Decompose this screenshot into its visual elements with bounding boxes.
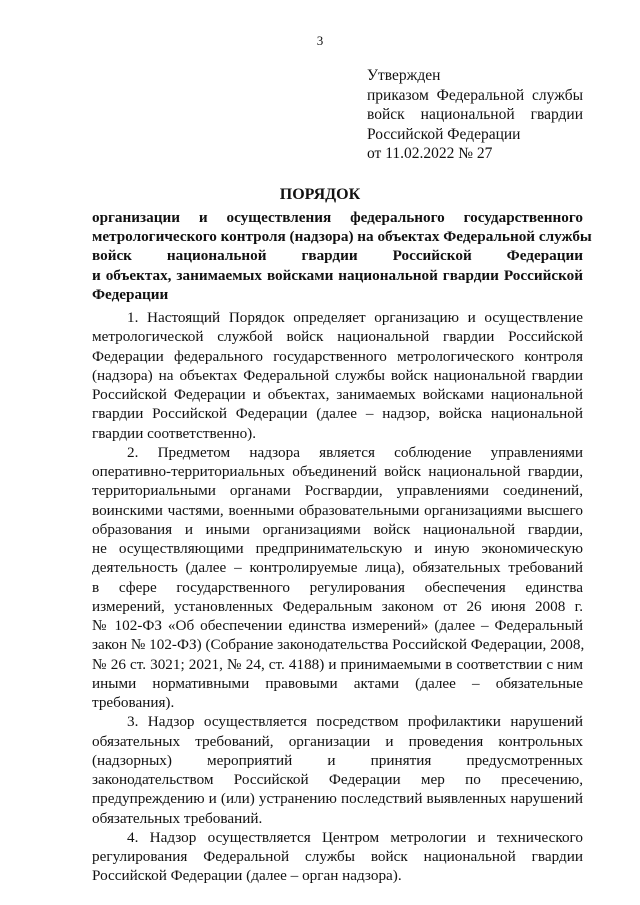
paragraph-line: гвардии Российской Федерации (далее – надзор, войска национальной — [92, 405, 583, 423]
paragraph-line: Российской Федерации и объектах, занимаемых войсками национальной — [92, 386, 583, 403]
subtitle-line: и объектах, занимаемых войсками национальной гвардии Российской — [92, 266, 583, 284]
subtitle-line: организации и осуществления федерального государственного — [92, 209, 583, 226]
document-body — [92, 308, 583, 886]
paragraph-line: 3. Надзор осуществляется посредством профилактики нарушений — [127, 713, 583, 731]
approval-line-5: от 11.02.2022 № 27 — [367, 145, 493, 162]
approval-line-3: войск национальной гвардии — [367, 106, 583, 123]
paragraph-line: образования и иными организациями войск национальной гвардии, — [92, 520, 583, 538]
paragraph-line: измерений, установленных Федеральным законом от 26 июня 2008 г. — [92, 597, 583, 615]
paragraph-line: воинскими частями, военными образовательными организациями высшего — [92, 501, 583, 519]
paragraph-line: № 102-ФЗ «Об обеспечении единства измерений» (далее – Федеральный — [92, 617, 583, 634]
paragraph-line: метрологической службой войск национальной гвардии Российской — [92, 328, 583, 346]
subtitle-line: Федерации — [92, 285, 169, 303]
paragraph-line: Российской Федерации (далее – орган надзора). — [92, 867, 402, 885]
document-title: ПОРЯДОК — [279, 186, 361, 203]
approval-block — [367, 66, 583, 164]
paragraph-3 — [92, 712, 583, 828]
approval-line-2: приказом Федеральной службы — [367, 86, 583, 104]
paragraph-line: не осуществляющими предпринимательскую и иную экономическую — [92, 540, 583, 557]
paragraph-line: (надзора) на объектах Федеральной службы войск национальной гвардии — [92, 366, 583, 384]
paragraph-line: 4. Надзор осуществляется Центром метрологии и технического — [127, 828, 583, 846]
paragraph-line: регулирования Федеральной службы войск национальной гвардии — [92, 848, 583, 865]
paragraph-4 — [92, 828, 583, 886]
paragraph-line: обязательных требований, организации и проведения контрольных — [92, 732, 583, 750]
paragraph-line: деятельность (далее – контролируемые лица), обязательных требований — [92, 559, 583, 577]
paragraph-line: (надзорных) мероприятий и принятия предусмотренных — [92, 751, 583, 769]
paragraph-1 — [92, 308, 583, 443]
paragraph-line: территориальными органами Росгвардии, управлениями соединений, — [92, 482, 583, 500]
paragraph-line: 2. Предметом надзора является соблюдение управлениями — [127, 443, 583, 461]
paragraph-line: гвардии соответственно). — [92, 424, 257, 442]
paragraph-line: в сфере государственного регулирования обеспечения единства — [92, 578, 583, 596]
approval-line-4: Российской Федерации — [367, 125, 521, 143]
document-subtitle — [92, 208, 592, 304]
paragraph-2 — [92, 443, 583, 713]
paragraph-line: требования). — [92, 694, 175, 711]
page-number: 3 — [316, 33, 324, 48]
paragraph-line: иными нормативными правовыми актами (далее – обязательные — [92, 674, 583, 692]
paragraph-line: Федерации федерального государственного метрологического контроля — [92, 347, 583, 365]
subtitle-line: войск национальной гвардии Российской Федерации — [92, 247, 583, 265]
approval-line-1: Утвержден — [367, 67, 441, 84]
paragraph-line: оперативно-территориальных объединений войск национальной гвардии, — [92, 463, 583, 480]
paragraph-line: законодательством Российской Федерации мер по пресечению, — [92, 771, 583, 788]
paragraph-line: предупреждению и (или) устранению последствий выявленных нарушений — [92, 790, 583, 808]
paragraph-line: обязательных требований. — [92, 809, 263, 827]
subtitle-line: метрологического контроля (надзора) на объектах Федеральной службы — [92, 228, 592, 246]
paragraph-line: 1. Настоящий Порядок определяет организацию и осуществление — [127, 309, 583, 326]
paragraph-line: закон № 102-ФЗ) (Собрание законодательства Российской Федерации, 2008, — [92, 636, 585, 654]
paragraph-line: № 26 ст. 3021; 2021, № 24, ст. 4188) и принимаемыми в соответствии с ним — [92, 655, 583, 673]
